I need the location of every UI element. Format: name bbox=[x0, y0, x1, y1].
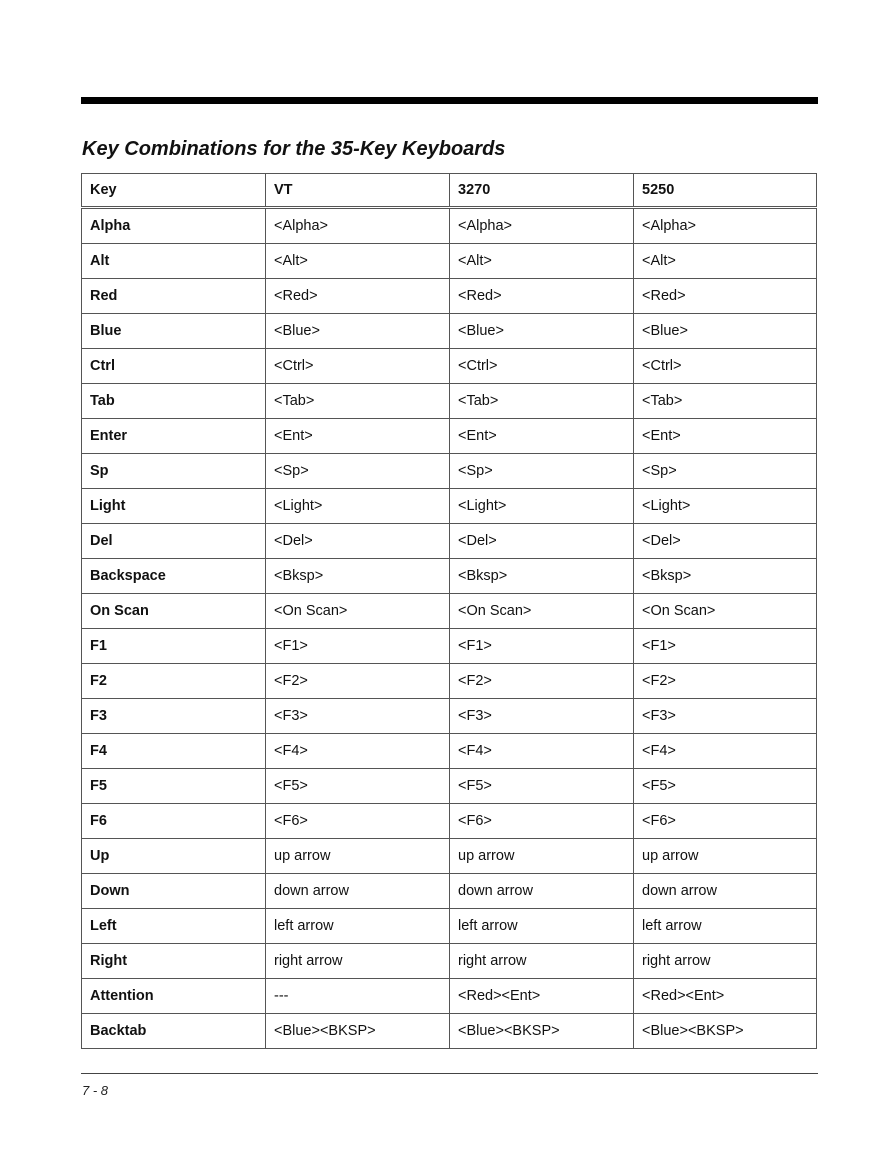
cell-3270: <Blue> bbox=[450, 314, 634, 349]
table-row bbox=[82, 454, 817, 489]
cell-3270: <Red> bbox=[450, 279, 634, 314]
cell-5250: right arrow bbox=[634, 944, 817, 979]
cell-vt: <Blue> bbox=[266, 314, 450, 349]
cell-key: Ctrl bbox=[82, 349, 266, 384]
cell-3270: <F3> bbox=[450, 699, 634, 734]
cell-3270: <Del> bbox=[450, 524, 634, 559]
cell-vt: <Sp> bbox=[266, 454, 450, 489]
cell-5250: <Red><Ent> bbox=[634, 979, 817, 1014]
cell-3270: <Ctrl> bbox=[450, 349, 634, 384]
table-row bbox=[82, 419, 817, 454]
cell-5250: up arrow bbox=[634, 839, 817, 874]
cell-3270: <F2> bbox=[450, 664, 634, 699]
cell-vt: <Del> bbox=[266, 524, 450, 559]
cell-vt: <Alpha> bbox=[266, 208, 450, 244]
cell-3270: <On Scan> bbox=[450, 594, 634, 629]
cell-key: Up bbox=[82, 839, 266, 874]
cell-key: Backtab bbox=[82, 1014, 266, 1049]
cell-5250: <F3> bbox=[634, 699, 817, 734]
cell-5250: <Ent> bbox=[634, 419, 817, 454]
cell-vt: <F4> bbox=[266, 734, 450, 769]
cell-key: Enter bbox=[82, 419, 266, 454]
cell-3270: <Red><Ent> bbox=[450, 979, 634, 1014]
cell-3270: <Ent> bbox=[450, 419, 634, 454]
cell-vt: <F2> bbox=[266, 664, 450, 699]
cell-vt: <Bksp> bbox=[266, 559, 450, 594]
cell-5250: left arrow bbox=[634, 909, 817, 944]
cell-5250: <Ctrl> bbox=[634, 349, 817, 384]
cell-5250: <Alt> bbox=[634, 244, 817, 279]
cell-vt: right arrow bbox=[266, 944, 450, 979]
cell-vt: --- bbox=[266, 979, 450, 1014]
table-row bbox=[82, 594, 817, 629]
cell-5250: <Sp> bbox=[634, 454, 817, 489]
header-5250: 5250 bbox=[634, 174, 817, 208]
cell-5250: <Light> bbox=[634, 489, 817, 524]
table-row bbox=[82, 208, 817, 244]
table-row bbox=[82, 874, 817, 909]
table-row bbox=[82, 839, 817, 874]
cell-5250: <Blue><BKSP> bbox=[634, 1014, 817, 1049]
table-row bbox=[82, 699, 817, 734]
cell-key: Right bbox=[82, 944, 266, 979]
cell-key: Sp bbox=[82, 454, 266, 489]
cell-key: On Scan bbox=[82, 594, 266, 629]
table-row bbox=[82, 279, 817, 314]
header-vt: VT bbox=[266, 174, 450, 208]
cell-key: F6 bbox=[82, 804, 266, 839]
cell-3270: left arrow bbox=[450, 909, 634, 944]
cell-key: F5 bbox=[82, 769, 266, 804]
cell-5250: <F5> bbox=[634, 769, 817, 804]
header-key: Key bbox=[82, 174, 266, 208]
cell-3270: right arrow bbox=[450, 944, 634, 979]
cell-5250: <Del> bbox=[634, 524, 817, 559]
cell-3270: <F4> bbox=[450, 734, 634, 769]
cell-3270: up arrow bbox=[450, 839, 634, 874]
cell-3270: <Bksp> bbox=[450, 559, 634, 594]
cell-key: Alt bbox=[82, 244, 266, 279]
table-row bbox=[82, 1014, 817, 1049]
cell-5250: <F2> bbox=[634, 664, 817, 699]
cell-3270: <Light> bbox=[450, 489, 634, 524]
table-row bbox=[82, 734, 817, 769]
cell-5250: down arrow bbox=[634, 874, 817, 909]
page-number: 7 - 8 bbox=[82, 1083, 109, 1098]
cell-key: Blue bbox=[82, 314, 266, 349]
table-row bbox=[82, 489, 817, 524]
cell-3270: <F6> bbox=[450, 804, 634, 839]
cell-vt: <Red> bbox=[266, 279, 450, 314]
table-row bbox=[82, 349, 817, 384]
cell-vt: <Ctrl> bbox=[266, 349, 450, 384]
cell-key: F3 bbox=[82, 699, 266, 734]
cell-vt: <Tab> bbox=[266, 384, 450, 419]
header-row bbox=[82, 174, 817, 208]
table-row bbox=[82, 629, 817, 664]
header-3270: 3270 bbox=[450, 174, 634, 208]
cell-5250: <Alpha> bbox=[634, 208, 817, 244]
table-header bbox=[82, 174, 817, 208]
top-rule bbox=[81, 97, 818, 104]
cell-key: Alpha bbox=[82, 208, 266, 244]
cell-5250: <Tab> bbox=[634, 384, 817, 419]
table-row bbox=[82, 909, 817, 944]
section-title: Key Combinations for the 35-Key Keyboards bbox=[82, 138, 506, 160]
cell-3270: down arrow bbox=[450, 874, 634, 909]
cell-vt: <F1> bbox=[266, 629, 450, 664]
cell-vt: <Ent> bbox=[266, 419, 450, 454]
table-row bbox=[82, 979, 817, 1014]
table-row bbox=[82, 769, 817, 804]
cell-vt: up arrow bbox=[266, 839, 450, 874]
cell-key: Left bbox=[82, 909, 266, 944]
cell-key: Attention bbox=[82, 979, 266, 1014]
cell-vt: <Light> bbox=[266, 489, 450, 524]
cell-vt: <Alt> bbox=[266, 244, 450, 279]
cell-3270: <Blue><BKSP> bbox=[450, 1014, 634, 1049]
cell-3270: <Tab> bbox=[450, 384, 634, 419]
cell-3270: <Alpha> bbox=[450, 208, 634, 244]
cell-vt: down arrow bbox=[266, 874, 450, 909]
cell-key: Backspace bbox=[82, 559, 266, 594]
cell-key: F1 bbox=[82, 629, 266, 664]
cell-key: F4 bbox=[82, 734, 266, 769]
table-row bbox=[82, 384, 817, 419]
cell-5250: <On Scan> bbox=[634, 594, 817, 629]
cell-3270: <F1> bbox=[450, 629, 634, 664]
cell-key: Del bbox=[82, 524, 266, 559]
key-combinations-table bbox=[81, 173, 817, 1049]
table-row bbox=[82, 664, 817, 699]
table-row bbox=[82, 944, 817, 979]
cell-3270: <Sp> bbox=[450, 454, 634, 489]
cell-key: Red bbox=[82, 279, 266, 314]
table-body bbox=[82, 208, 817, 1049]
cell-5250: <Red> bbox=[634, 279, 817, 314]
cell-vt: left arrow bbox=[266, 909, 450, 944]
table-row bbox=[82, 314, 817, 349]
cell-key: Light bbox=[82, 489, 266, 524]
cell-3270: <F5> bbox=[450, 769, 634, 804]
cell-key: Tab bbox=[82, 384, 266, 419]
cell-vt: <F5> bbox=[266, 769, 450, 804]
cell-3270: <Alt> bbox=[450, 244, 634, 279]
cell-5250: <Blue> bbox=[634, 314, 817, 349]
table-row bbox=[82, 524, 817, 559]
cell-key: Down bbox=[82, 874, 266, 909]
cell-5250: <Bksp> bbox=[634, 559, 817, 594]
table-row bbox=[82, 804, 817, 839]
cell-5250: <F6> bbox=[634, 804, 817, 839]
table-row bbox=[82, 559, 817, 594]
table-row bbox=[82, 244, 817, 279]
cell-5250: <F4> bbox=[634, 734, 817, 769]
cell-5250: <F1> bbox=[634, 629, 817, 664]
cell-vt: <On Scan> bbox=[266, 594, 450, 629]
cell-vt: <Blue><BKSP> bbox=[266, 1014, 450, 1049]
cell-key: F2 bbox=[82, 664, 266, 699]
cell-vt: <F3> bbox=[266, 699, 450, 734]
cell-vt: <F6> bbox=[266, 804, 450, 839]
footer-rule bbox=[81, 1073, 818, 1074]
